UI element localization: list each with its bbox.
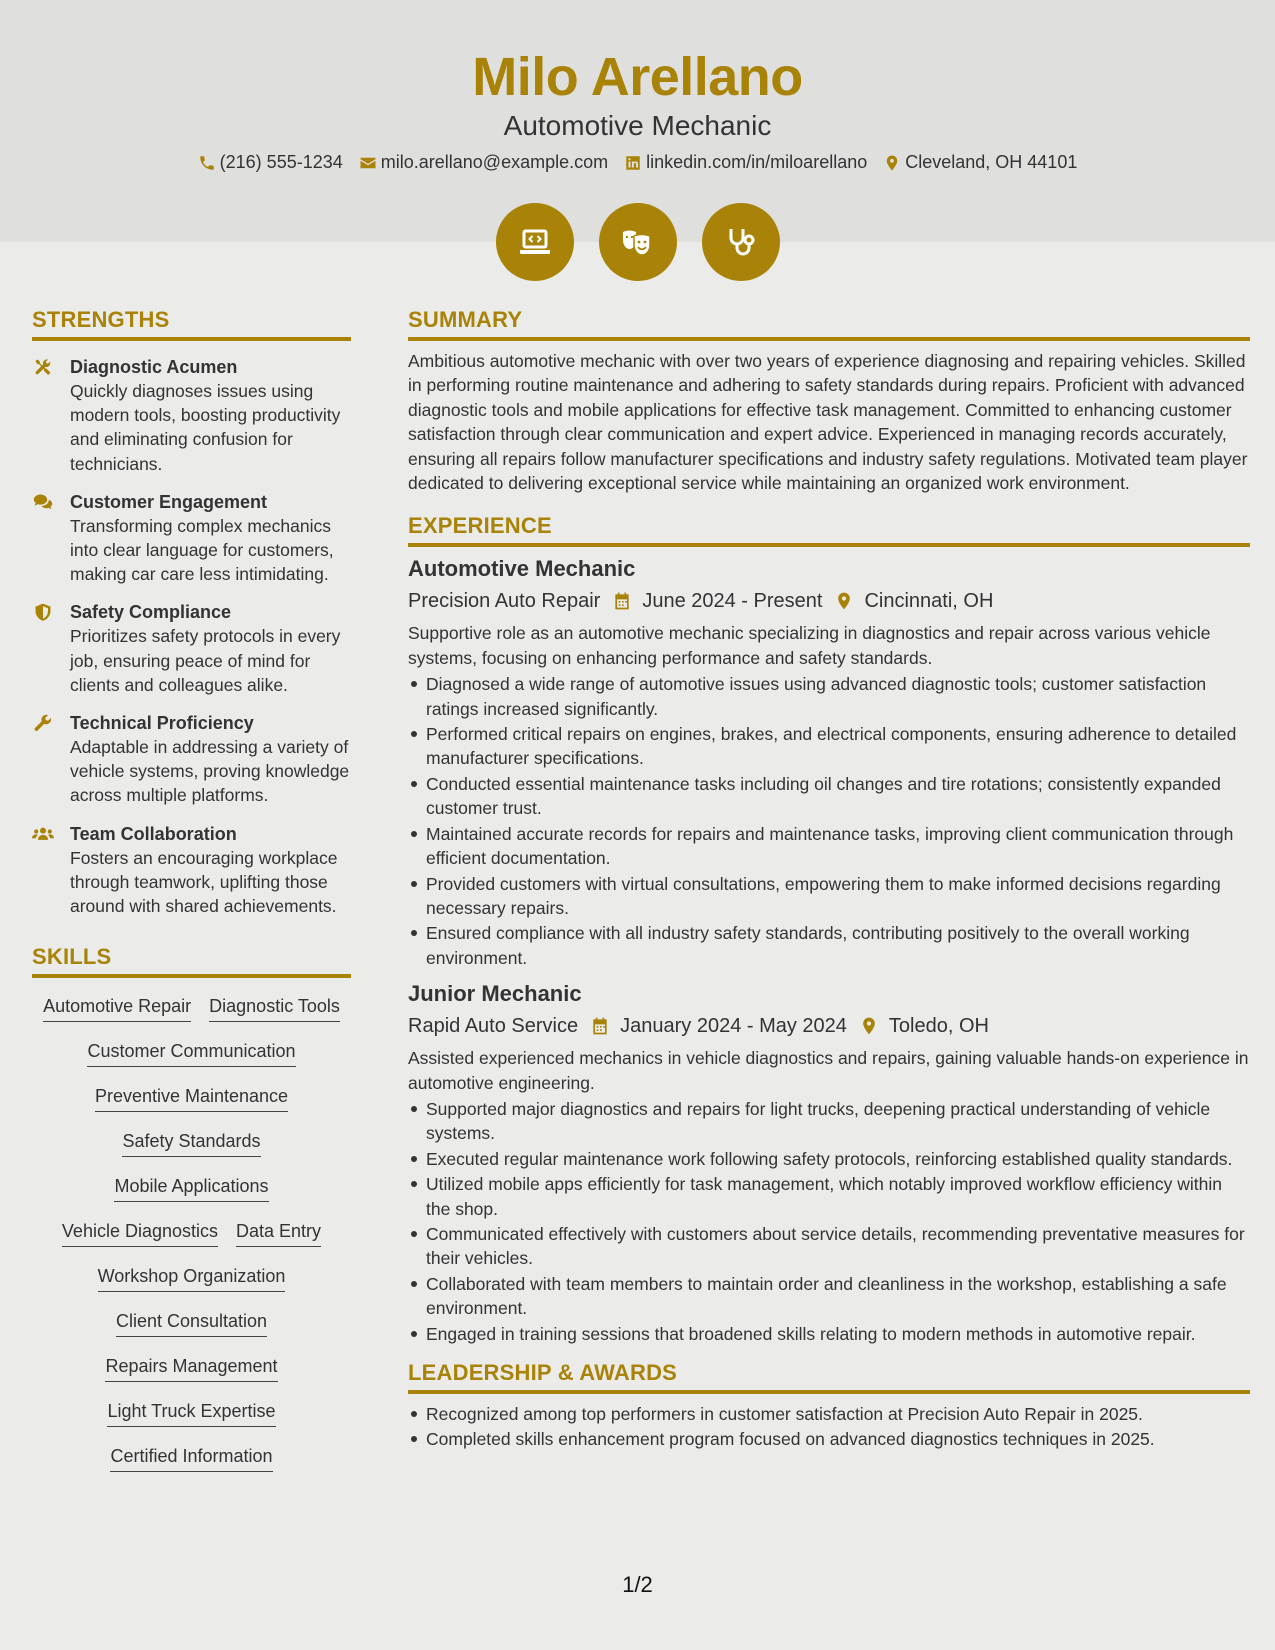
strength-item — [32, 490, 351, 587]
list-item: Completed skills enhancement program focused on advanced diagnostics techniques in 2025. — [408, 1427, 1250, 1451]
strength-title: Customer Engagement — [70, 491, 268, 512]
job-title: Automotive Mechanic — [408, 556, 636, 582]
map-pin-icon — [883, 154, 901, 172]
phone-icon — [198, 154, 216, 172]
list-item: Recognized among top performers in customer satisfaction at Precision Auto Repair in 2025. — [408, 1402, 1250, 1426]
shield-icon — [32, 602, 54, 622]
left-column — [32, 307, 351, 1489]
list-item: Diagnosed a wide range of automotive issues using advanced diagnostic tools; customer satisfaction ratings increased significantly. — [408, 672, 1250, 721]
job-meta — [408, 587, 1250, 615]
contact-bar — [0, 152, 1275, 173]
skill-tag: Certified Information — [110, 1444, 272, 1472]
contact-linkedin[interactable] — [624, 152, 867, 173]
strength-item — [32, 711, 351, 808]
list-item: Maintained accurate records for repairs and maintenance tasks, improving client communication through efficient documentation. — [408, 822, 1250, 871]
map-pin-icon — [859, 1016, 879, 1036]
list-item: Performed critical repairs on engines, brakes, and electrical components, ensuring adherence to detailed manufacturer specifications. — [408, 722, 1250, 771]
job-title: Junior Mechanic — [408, 981, 582, 1007]
strength-desc: Prioritizes safety protocols in every job, ensuring peace of mind for clients and colleagues alike. — [70, 626, 341, 695]
right-column — [408, 307, 1250, 1453]
skill-tag: Safety Standards — [122, 1129, 260, 1157]
job-company: Precision Auto Repair — [408, 590, 601, 613]
strengths-heading: STRENGTHS — [32, 307, 351, 341]
list-item: Ensured compliance with all industry safety standards, contributing positively to the overall working environment. — [408, 921, 1250, 970]
contact-email-text: milo.arellano@example.com — [380, 152, 609, 172]
badge-masks — [599, 203, 677, 281]
theater-masks-icon — [620, 224, 656, 260]
list-item: Provided customers with virtual consultations, empowering them to make informed decisions regarding necessary repairs. — [408, 872, 1250, 921]
stethoscope-icon — [723, 224, 759, 260]
contact-phone[interactable] — [198, 152, 343, 173]
summary-text: Ambitious automotive mechanic with over two years of experience diagnosing and repairing vehicles. Skilled in performing routine maintenance and adhering to safety standards during repairs. Proficient with advanced diagnostic tools and mobile applications for effective task management. Committed to enhancing customer satisfaction through clear communication and expert advice. Experienced in managing records accurately, ensuring all repairs follow manufacturer specifications and industry safety regulations. Motivated team player dedicated to delivering exceptional service while maintaining an organized work environment. — [408, 351, 1248, 494]
map-pin-icon — [834, 591, 854, 611]
list-item: Collaborated with team members to maintain order and cleanliness in the workshop, establishing a safe environment. — [408, 1272, 1250, 1321]
strength-item — [32, 600, 351, 697]
calendar-icon — [590, 1016, 610, 1036]
job-dates: January 2024 - May 2024 — [620, 1015, 847, 1038]
job-bullets — [408, 1097, 1250, 1346]
candidate-name: Milo Arellano — [472, 47, 803, 107]
job-desc: Supportive role as an automotive mechanic specializing in diagnostics and repair across various vehicle systems, focusing on enhancing performance and safety standards. — [408, 623, 1211, 668]
list-item: Communicated effectively with customers about service details, recommending preventative measures for their vehicles. — [408, 1222, 1250, 1271]
skill-tag: Diagnostic Tools — [209, 994, 340, 1022]
job-location: Toledo, OH — [888, 1015, 989, 1038]
skill-tag: Automotive Repair — [43, 994, 191, 1022]
skill-tag: Repairs Management — [105, 1354, 277, 1382]
job-entry — [408, 980, 1250, 1346]
skill-tag: Light Truck Expertise — [107, 1399, 275, 1427]
summary-heading: SUMMARY — [408, 307, 1250, 341]
skills-list — [32, 994, 351, 1489]
skill-tag: Client Consultation — [116, 1309, 267, 1337]
users-icon — [32, 824, 54, 844]
strength-item — [32, 355, 351, 476]
job-entry — [408, 555, 1250, 970]
header-badges — [0, 203, 1275, 281]
skill-tag: Preventive Maintenance — [95, 1084, 288, 1112]
leadership-bullets — [408, 1402, 1250, 1452]
contact-location — [883, 152, 1077, 173]
strength-title: Technical Proficiency — [70, 713, 254, 734]
strength-title: Team Collaboration — [70, 823, 237, 844]
strength-desc: Transforming complex mechanics into clear language for customers, making car care less intimidating. — [70, 515, 334, 585]
skill-tag: Data Entry — [236, 1219, 321, 1247]
linkedin-icon — [624, 154, 642, 172]
list-item: Supported major diagnostics and repairs for light trucks, deepening practical understanding of vehicle systems. — [408, 1097, 1250, 1146]
strength-desc: Fosters an encouraging workplace through teamwork, uplifting those around with shared achievements. — [70, 847, 338, 917]
calendar-icon — [612, 591, 632, 611]
list-item: Utilized mobile apps efficiently for task management, which notably improved workflow efficiency within the shop. — [408, 1172, 1250, 1221]
experience-heading: EXPERIENCE — [408, 513, 1250, 547]
badge-laptop — [496, 203, 574, 281]
candidate-title: Automotive Mechanic — [503, 110, 772, 141]
laptop-code-icon — [517, 224, 553, 260]
envelope-icon — [359, 154, 377, 172]
tools-icon — [32, 357, 54, 377]
strength-desc: Adaptable in addressing a variety of vehicle systems, proving knowledge across multiple platforms. — [70, 737, 350, 806]
contact-linkedin-text: linkedin.com/in/miloarellano — [646, 152, 868, 172]
strength-title: Safety Compliance — [70, 602, 232, 623]
skill-tag: Mobile Applications — [114, 1174, 268, 1202]
list-item: Engaged in training sessions that broadened skills relating to modern methods in automotive repair. — [408, 1322, 1250, 1346]
strength-desc: Quickly diagnoses issues using modern tools, boosting productivity and eliminating confusion for technicians. — [70, 381, 341, 474]
skill-tag: Customer Communication — [87, 1039, 295, 1067]
comments-icon — [32, 492, 54, 512]
job-bullets — [408, 672, 1250, 970]
contact-phone-text: (216) 555-1234 — [219, 152, 343, 172]
strength-title: Diagnostic Acumen — [70, 357, 238, 377]
skill-tag: Vehicle Diagnostics — [62, 1219, 218, 1247]
page-number: 1/2 — [622, 1572, 653, 1597]
job-meta — [408, 1012, 1250, 1040]
badge-stethoscope — [702, 203, 780, 281]
strength-item — [32, 822, 351, 919]
leadership-heading: LEADERSHIP & AWARDS — [408, 1360, 1250, 1394]
skill-tag: Workshop Organization — [98, 1264, 286, 1292]
job-desc: Assisted experienced mechanics in vehicle diagnostics and repairs, gaining valuable hands-on experience in automotive engineering. — [408, 1048, 1249, 1093]
contact-location-text: Cleveland, OH 44101 — [905, 152, 1078, 172]
job-location: Cincinnati, OH — [864, 590, 994, 613]
skills-heading: SKILLS — [32, 944, 351, 978]
job-dates: June 2024 - Present — [642, 590, 823, 613]
contact-email[interactable] — [359, 152, 608, 173]
list-item: Executed regular maintenance work following safety protocols, reinforcing established quality standards. — [408, 1147, 1250, 1171]
job-company: Rapid Auto Service — [408, 1015, 579, 1038]
wrench-icon — [32, 713, 54, 733]
list-item: Conducted essential maintenance tasks including oil changes and tire rotations; consistently expanded customer trust. — [408, 772, 1250, 821]
